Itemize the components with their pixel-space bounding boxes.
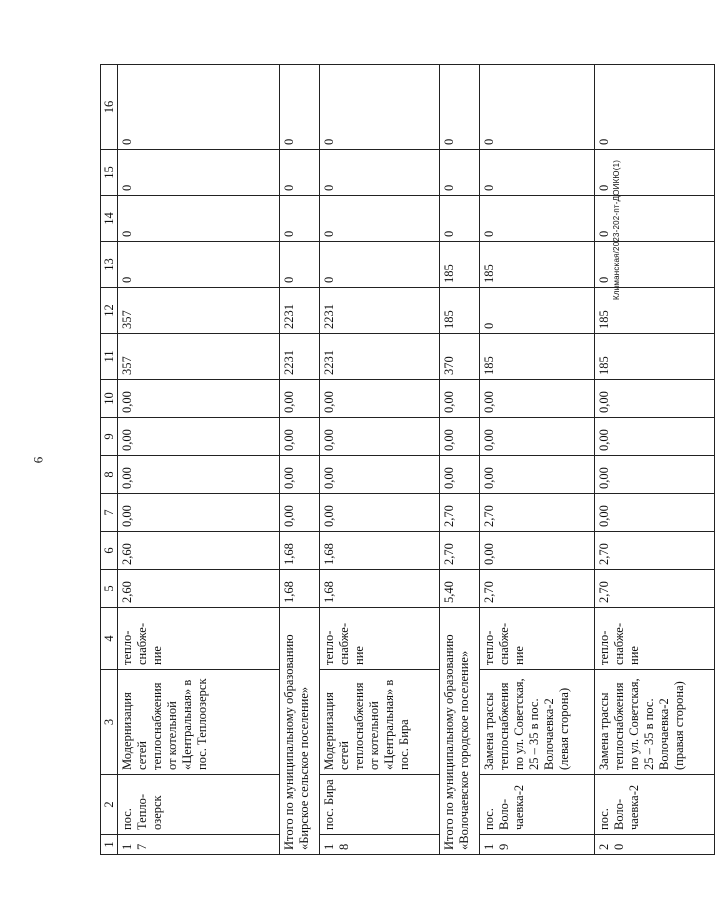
table-cell: Модернизация сетей теплоснабжения от котельной «Центральная» в пос. Бира bbox=[320, 670, 440, 775]
table-cell: 0,00 bbox=[595, 456, 715, 494]
table-row bbox=[480, 65, 595, 855]
document-code: Климанская/2023-202-пт-ДОИКЮ(1) bbox=[612, 159, 621, 300]
header-cell: 5 bbox=[101, 570, 118, 608]
table-cell: 0,00 bbox=[280, 418, 320, 456]
table-cell: пос. Бира bbox=[320, 775, 440, 835]
table-cell: 185 bbox=[480, 334, 595, 380]
table-cell: 0,00 bbox=[320, 380, 440, 418]
table-cell: 2,70 bbox=[595, 532, 715, 570]
table-cell: 0,00 bbox=[320, 456, 440, 494]
table-cell: 0 bbox=[320, 242, 440, 288]
table-cell: 5,40 bbox=[440, 570, 480, 608]
table-cell: 0,00 bbox=[595, 380, 715, 418]
table-cell: 0,00 bbox=[320, 418, 440, 456]
table-cell: 0 bbox=[320, 65, 440, 150]
table-cell: тепло-снабже-ние bbox=[118, 608, 280, 670]
table-cell: 185 bbox=[480, 242, 595, 288]
table-cell: 17 bbox=[118, 835, 280, 855]
table-cell: 0 bbox=[280, 150, 320, 196]
table-cell: 0 bbox=[320, 150, 440, 196]
table-cell: 20 bbox=[595, 835, 715, 855]
table-cell: 18 bbox=[320, 835, 440, 855]
header-cell: 11 bbox=[101, 334, 118, 380]
table-cell: 19 bbox=[480, 835, 595, 855]
table-cell: 2,70 bbox=[595, 570, 715, 608]
header-cell: 1 bbox=[101, 835, 118, 855]
header-cell: 12 bbox=[101, 288, 118, 334]
table-cell: 2,70 bbox=[440, 532, 480, 570]
table-cell: 0,00 bbox=[118, 418, 280, 456]
header-cell: 4 bbox=[101, 608, 118, 670]
table-row bbox=[118, 65, 280, 855]
table-cell: 0,00 bbox=[280, 456, 320, 494]
table-cell: 0 bbox=[118, 196, 280, 242]
table-cell: 0,00 bbox=[118, 456, 280, 494]
table-cell: 2,70 bbox=[440, 494, 480, 532]
table-cell: 1,68 bbox=[320, 532, 440, 570]
table-cell: 185 bbox=[440, 288, 480, 334]
table-cell: 0 bbox=[480, 196, 595, 242]
table-cell: 185 bbox=[595, 288, 715, 334]
table-cell: 0 bbox=[440, 65, 480, 150]
table-cell: 0 bbox=[480, 150, 595, 196]
table-cell: 0 bbox=[118, 150, 280, 196]
table-cell: пос. Тепло-озерск bbox=[118, 775, 280, 835]
table-cell: 2,70 bbox=[480, 494, 595, 532]
table-cell: 0 bbox=[480, 288, 595, 334]
total-label: Итого по муниципальному образованию «Бирское сельское поселение» bbox=[280, 608, 320, 855]
table-cell: 0 bbox=[118, 65, 280, 150]
budget-table bbox=[100, 64, 715, 855]
table-cell: 2,70 bbox=[480, 570, 595, 608]
table-cell: тепло-снабже-ние bbox=[595, 608, 715, 670]
table-cell: 0 bbox=[480, 65, 595, 150]
table-cell: 0 bbox=[440, 196, 480, 242]
table-cell: пос. Воло-чаевка-2 bbox=[595, 775, 715, 835]
table-cell: 0,00 bbox=[280, 380, 320, 418]
table-cell: 0,00 bbox=[480, 418, 595, 456]
header-cell: 14 bbox=[101, 196, 118, 242]
table-cell: 0,00 bbox=[320, 494, 440, 532]
table-cell: 0,00 bbox=[480, 380, 595, 418]
table-cell: 357 bbox=[118, 288, 280, 334]
header-cell: 6 bbox=[101, 532, 118, 570]
table-cell: 0,00 bbox=[595, 418, 715, 456]
table-row bbox=[320, 65, 440, 855]
table-cell: 0 bbox=[280, 196, 320, 242]
header-cell: 3 bbox=[101, 670, 118, 775]
header-cell: 15 bbox=[101, 150, 118, 196]
table-cell: 0 bbox=[280, 65, 320, 150]
table-cell: 370 bbox=[440, 334, 480, 380]
table-cell: 0 bbox=[595, 65, 715, 150]
table-cell: 2231 bbox=[280, 334, 320, 380]
page-number: 6 bbox=[30, 456, 46, 464]
table-cell: 0 bbox=[595, 196, 715, 242]
table-cell: 0,00 bbox=[440, 380, 480, 418]
table-cell: 2231 bbox=[320, 334, 440, 380]
table-cell: тепло-снабже-ние bbox=[480, 608, 595, 670]
table-cell: 0,00 bbox=[118, 494, 280, 532]
header-cell: 2 bbox=[101, 775, 118, 835]
total-label: Итого по муниципальному образованию «Волочаевское городское поселение» bbox=[440, 608, 480, 855]
table-cell: 0 bbox=[595, 242, 715, 288]
header-cell: 9 bbox=[101, 418, 118, 456]
table-cell: 0 bbox=[118, 242, 280, 288]
table-cell: 1,68 bbox=[280, 570, 320, 608]
table-cell: тепло-снабже-ние bbox=[320, 608, 440, 670]
table-cell: 0 bbox=[280, 242, 320, 288]
header-cell: 16 bbox=[101, 65, 118, 150]
table-cell: 0,00 bbox=[280, 494, 320, 532]
table-cell: 0 bbox=[440, 150, 480, 196]
header-cell: 7 bbox=[101, 494, 118, 532]
table-cell: Замена трассы теплоснабжения по ул. Советская, 25 – 35 в пос. Волочаевка-2 (правая сторона) bbox=[595, 670, 715, 775]
table-cell: 0,00 bbox=[480, 532, 595, 570]
table-cell: 0 bbox=[320, 196, 440, 242]
table-cell: 185 bbox=[595, 334, 715, 380]
table-cell: пос. Воло-чаевка-2 bbox=[480, 775, 595, 835]
table-cell: 2231 bbox=[320, 288, 440, 334]
table-cell: 0,00 bbox=[480, 456, 595, 494]
table-cell: 2,60 bbox=[118, 570, 280, 608]
table-cell: 2231 bbox=[280, 288, 320, 334]
table-cell: 1,68 bbox=[320, 570, 440, 608]
total-row bbox=[440, 65, 480, 855]
table-cell: 0 bbox=[595, 150, 715, 196]
table-body bbox=[101, 65, 715, 855]
header-cell: 13 bbox=[101, 242, 118, 288]
table-cell: 1,68 bbox=[280, 532, 320, 570]
table-cell: 357 bbox=[118, 334, 280, 380]
header-row bbox=[101, 65, 118, 855]
table-row bbox=[595, 65, 715, 855]
header-cell: 10 bbox=[101, 380, 118, 418]
table-cell: 0,00 bbox=[118, 380, 280, 418]
header-cell: 8 bbox=[101, 456, 118, 494]
table-cell: 0,00 bbox=[440, 418, 480, 456]
table-cell: 2,60 bbox=[118, 532, 280, 570]
table-cell: 0,00 bbox=[440, 456, 480, 494]
total-row bbox=[280, 65, 320, 855]
table-cell: 0,00 bbox=[595, 494, 715, 532]
table-cell: Модернизация сетей теплоснабжения от котельной «Центральная» в пос. Теплоозерск bbox=[118, 670, 280, 775]
table-cell: Замена трассы теплоснабжения по ул. Советская, 25 – 35 в пос. Волочаевка-2 (левая сторона) bbox=[480, 670, 595, 775]
table-cell: 185 bbox=[440, 242, 480, 288]
